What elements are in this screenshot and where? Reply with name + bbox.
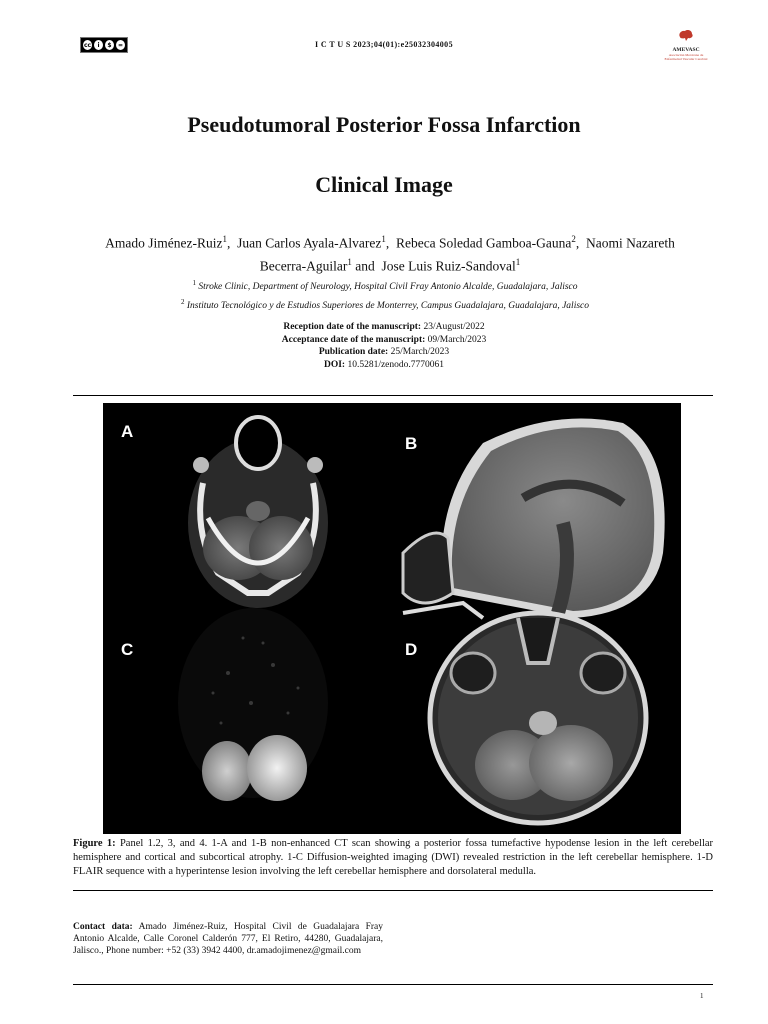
affiliation-item <box>60 276 710 295</box>
affiliation-text: Stroke Clinic, Department of Neurology, Hospital Civil Fray Antonio Alcalde, Guadalajara, Jalisco <box>198 282 578 293</box>
figure-image <box>103 403 681 834</box>
doi <box>0 359 768 372</box>
divider <box>73 984 713 985</box>
publication-label: Publication date: <box>318 347 389 357</box>
panel-c-dwi <box>178 608 328 801</box>
author-affiliation-mark: 1 <box>347 256 352 267</box>
page-number: 1 <box>700 992 704 1000</box>
nc-icon: $ <box>105 40 114 50</box>
amevasc-logo <box>664 28 708 61</box>
by-icon: i <box>94 40 103 50</box>
manuscript-dates <box>0 321 768 371</box>
journal-reference: I C T U S 2023;04(01):e25032304005 <box>315 40 453 49</box>
reception-date <box>0 321 768 334</box>
author-affiliation-mark: 2 <box>571 234 576 244</box>
contact-text: Amado Jiménez-Ruiz, Hospital Civil de Guadalajara Fray Antonio Alcalde, Calle Coronel Calderón 777, El Retiro, 44280, Guadalajara, Jalisco., Phone number: +52 (33) 3942 4400, dr.amadojimenez@gmail.com <box>73 922 383 956</box>
affiliation-number: 2 <box>180 298 185 307</box>
publication-value: 25/March/2023 <box>390 347 450 357</box>
author-name: Amado Jiménez-Ruiz <box>105 235 223 251</box>
panel-d-flair <box>430 613 646 823</box>
affiliation-text: Instituto Tecnológico y de Estudios Superiores de Monterrey, Campus Guadalajara, Guadalajara, Jalisco <box>186 301 589 312</box>
reception-value: 23/August/2022 <box>423 322 485 332</box>
cc-icon: cc <box>83 41 92 49</box>
caption-text: Panel 1.2, 3, and 4. 1-A and 1-B non-enhanced CT scan showing a posterior fossa tumefactive hypodense lesion in the left cerebellar hemisphere and cortical and subcortical atrophy. 1-C Diffusion-weighted imaging (DWI) revealed restriction in the left cerebellar hemisphere. 1-D FLAIR sequence with a hyperintense lesion involving the left cerebellar hemisphere and dorsolateral medulla. <box>73 838 714 877</box>
reception-label: Reception date of the manuscript: <box>283 322 422 332</box>
affiliation-number: 1 <box>192 279 196 287</box>
author-name: Juan Carlos Ayala-Alvarez <box>237 235 382 251</box>
panel-b-ct-sagittal <box>403 419 665 619</box>
divider <box>73 395 713 396</box>
author-affiliation-mark: 1 <box>381 234 386 244</box>
article-title: Pseudotumoral Posterior Fossa Infarction <box>187 112 581 137</box>
panel-label-c: C <box>121 640 134 659</box>
logo-subtitle: Asociación Mexicana de Enfermedad Vascular Cerebral <box>664 53 708 61</box>
logo-name: AMEVASC <box>672 47 700 53</box>
nd-icon: = <box>117 41 124 49</box>
author-name: Naomi Nazareth Becerra-Aguilar <box>259 235 675 273</box>
author-affiliation-mark: 1 <box>515 256 521 267</box>
mri-ct-panels <box>103 403 681 834</box>
contact-label: Contact data: <box>73 922 133 932</box>
author-name: Rebeca Soledad Gamboa-Gauna <box>395 235 572 251</box>
contact-data <box>73 921 383 957</box>
acceptance-value: 09/March/2023 <box>427 334 487 345</box>
panel-a-ct-axial <box>188 417 328 608</box>
author-affiliation-mark: 1 <box>222 234 227 244</box>
affiliation-item <box>60 295 710 314</box>
panel-label-b: B <box>405 434 418 453</box>
doi-label: DOI: <box>323 359 346 370</box>
publication-date <box>0 346 768 359</box>
article-type: Clinical Image <box>315 172 453 197</box>
affiliations <box>60 276 710 314</box>
figure-caption <box>73 837 713 879</box>
divider <box>73 890 713 891</box>
author-name: Jose Luis Ruiz-Sandoval <box>381 258 516 273</box>
author-list: Amado Jiménez-Ruiz$^1$, Juan Carlos Ayala-Alvarez$^1$, Rebeca Soledad Gamboa-Gauna$^2$, Naomi Nazareth Becerra-Aguilar$^1$ and Jose Luis Ruiz-Sandoval$^1$ <box>105 234 675 273</box>
caption-label: Figure 1: <box>73 838 116 849</box>
acceptance-label: Acceptance date of the manuscript: <box>281 334 426 345</box>
panel-label-d: D <box>405 640 418 659</box>
acceptance-date <box>0 334 768 347</box>
panel-label-a: A <box>121 422 134 441</box>
brain-logo-icon <box>678 29 694 41</box>
doi-value[interactable]: 10.5281/zenodo.7770061 <box>347 359 445 370</box>
